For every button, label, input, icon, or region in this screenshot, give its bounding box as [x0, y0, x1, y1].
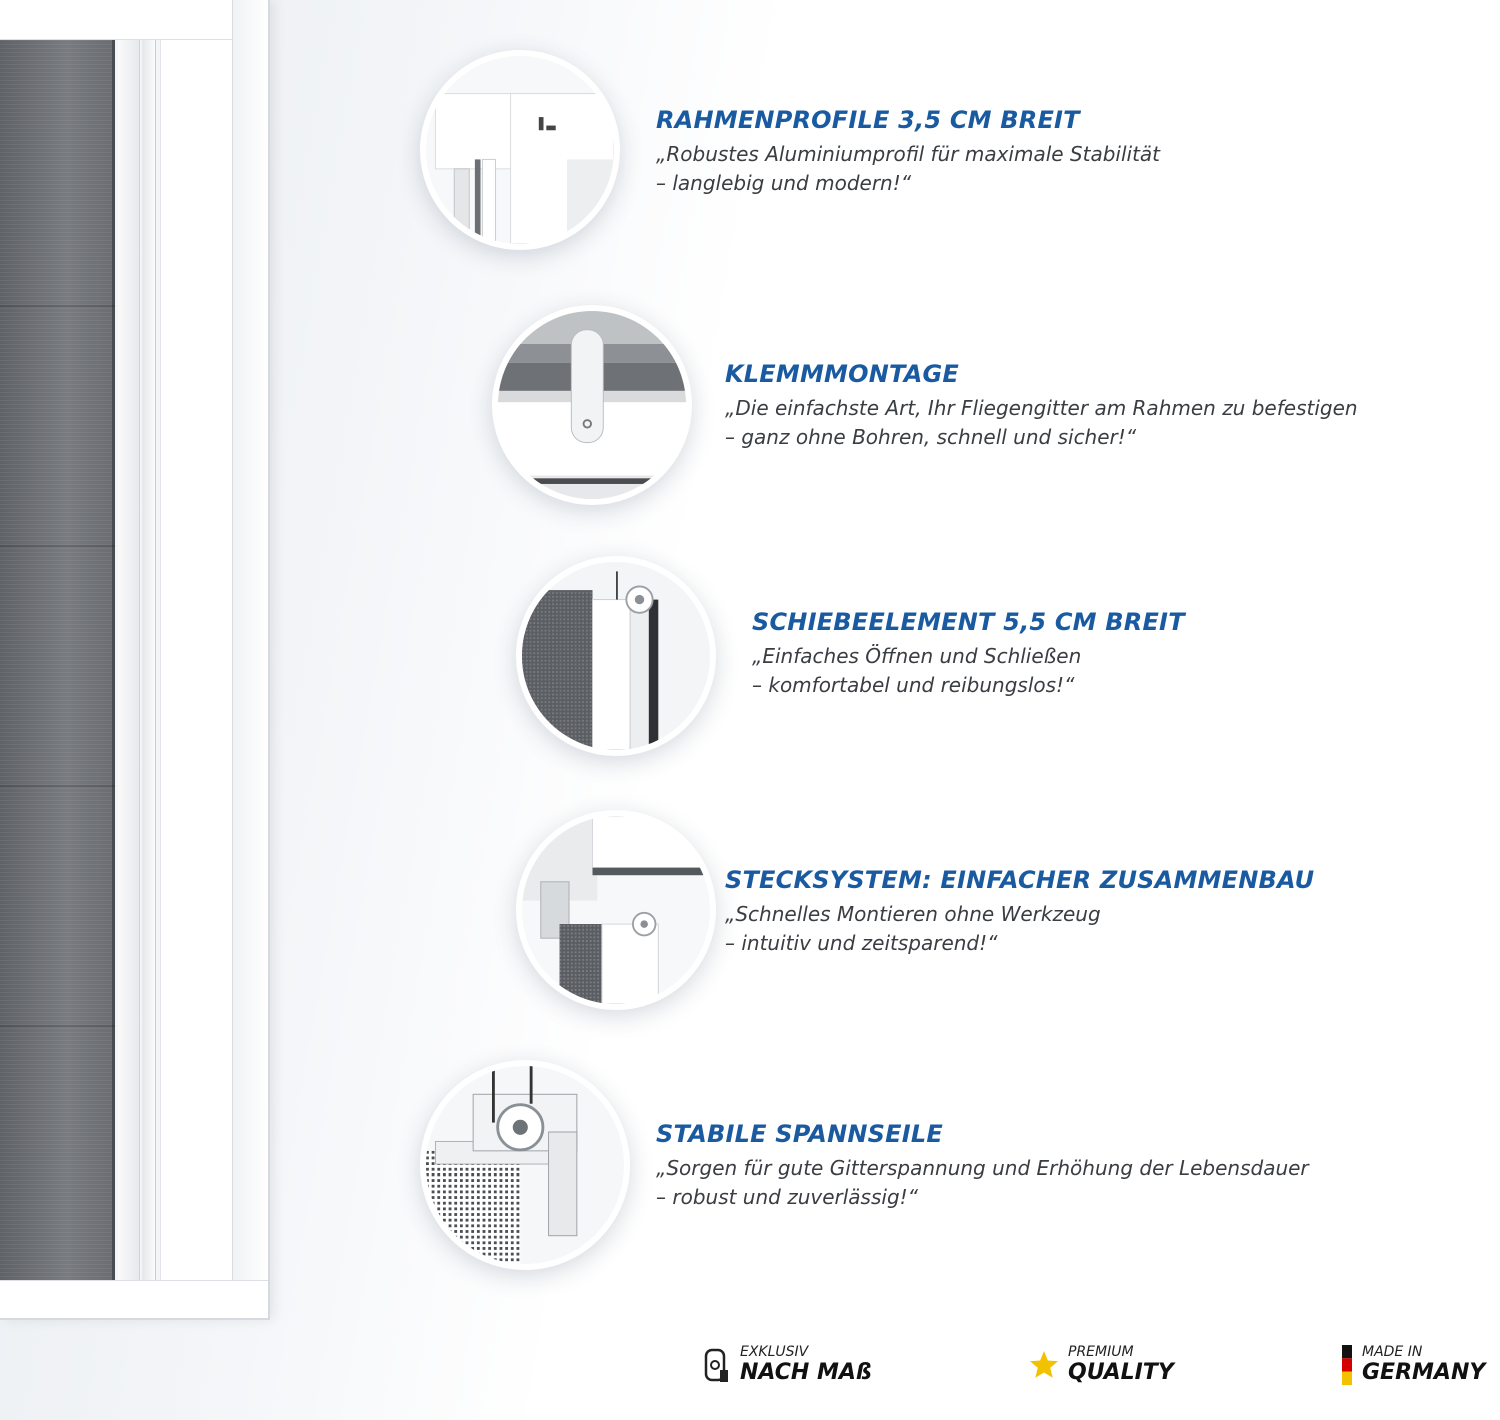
feature-description-line: – komfortabel und reibungslos!“: [752, 673, 1075, 697]
feature-description-line: „Einfaches Öffnen und Schließen: [752, 644, 1082, 668]
frame-side-profile: [160, 40, 232, 1280]
feature-sliding-element: [752, 608, 1185, 700]
feature-description-line: – intuitiv und zeitsparend!“: [725, 931, 998, 955]
feature-tension-cords: [656, 1120, 1309, 1212]
feature-description-line: „Robustes Aluminiumprofil für maximale Stabilität: [656, 142, 1161, 166]
badge-title: GERMANY: [1362, 1360, 1486, 1385]
feature-description-line: – langlebig und modern!“: [656, 171, 912, 195]
frame-corner-closeup: [420, 50, 620, 250]
measuring-tape-icon: [700, 1345, 732, 1385]
feature-description-line: „Schnelles Montieren ohne Werkzeug: [725, 902, 1101, 926]
badge-title: NACH MAß: [740, 1360, 872, 1385]
plug-connector-closeup: [516, 810, 716, 1010]
badge-subtitle: MADE IN: [1362, 1344, 1423, 1360]
badge-premium-quality: [1028, 1344, 1174, 1386]
feature-title: STECKSYSTEM: EINFACHER ZUSAMMENBAU: [725, 866, 1315, 894]
feature-plug-system: [725, 866, 1314, 958]
mesh-seam: [0, 305, 115, 307]
german-flag-icon: [1340, 1345, 1354, 1385]
badge-subtitle: EXKLUSIV: [740, 1344, 809, 1360]
frame-outer-profile: [232, 0, 268, 1318]
mesh-seam: [0, 545, 115, 547]
mesh-seam: [0, 1025, 115, 1027]
frame-top-profile: [0, 0, 268, 40]
tension-cord-closeup: [420, 1060, 630, 1270]
mesh-seam: [0, 785, 115, 787]
clamp-bracket-closeup: [492, 305, 692, 505]
feature-description-line: „Sorgen für gute Gitterspannung und Erhöhung der Lebensdauer: [656, 1156, 1309, 1180]
badge-title: QUALITY: [1068, 1360, 1174, 1385]
feature-title: STABILE SPANNSEILE: [656, 1120, 943, 1148]
star-icon: [1028, 1345, 1060, 1385]
pleated-mesh: [0, 40, 115, 1280]
sliding-rail: [118, 40, 140, 1280]
product-frame-image: [0, 0, 270, 1320]
sliding-element-closeup: [516, 556, 716, 756]
feature-frame-profile: [656, 106, 1160, 198]
feature-title: KLEMMMONTAGE: [725, 360, 959, 388]
badge-made-in-germany: [1340, 1344, 1485, 1386]
feature-description-line: – robust und zuverlässig!“: [656, 1185, 919, 1209]
feature-description-line: „Die einfachste Art, Ihr Fliegengitter am Rahmen zu befestigen: [725, 396, 1358, 420]
sliding-rail-inner: [142, 40, 156, 1280]
badge-custom-size: [700, 1344, 872, 1386]
frame-bottom-profile: [0, 1280, 268, 1318]
feature-clamp-mount: [725, 360, 1358, 452]
feature-description-line: – ganz ohne Bohren, schnell und sicher!“: [725, 425, 1137, 449]
feature-title: SCHIEBEELEMENT 5,5 CM BREIT: [752, 608, 1185, 636]
badge-subtitle: PREMIUM: [1068, 1344, 1134, 1360]
feature-title: RAHMENPROFILE 3,5 CM BREIT: [656, 106, 1080, 134]
